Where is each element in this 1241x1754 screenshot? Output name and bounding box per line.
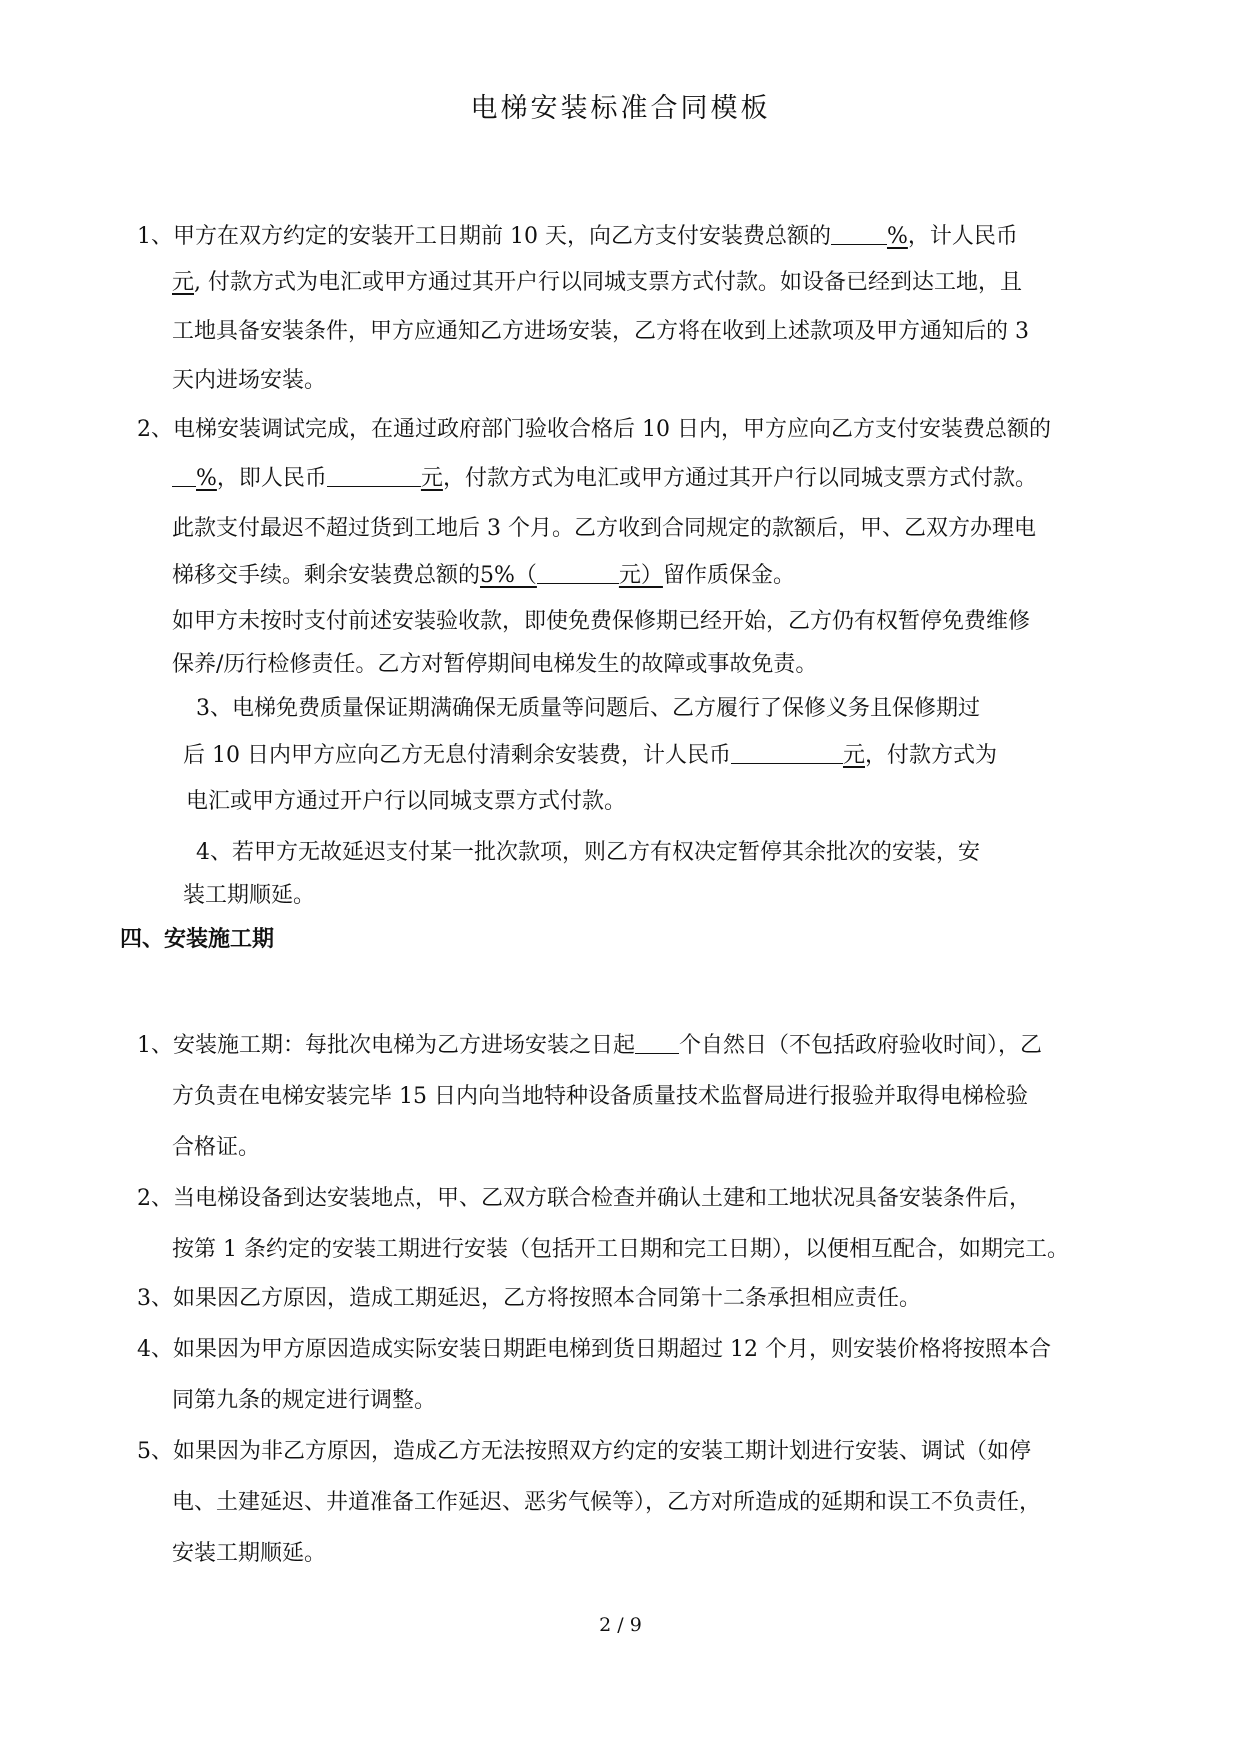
blank-field bbox=[172, 464, 196, 487]
clause-1-line-3: 工地具备安装条件，甲方应通知乙方进场安装，乙方将在收到上述款项及甲方通知后的 3 bbox=[172, 319, 1029, 344]
item-1-line-1: 1、安装施工期：每批次电梯为乙方进场安装之日起 个自然日（不包括政府验收时间），乙 bbox=[137, 1033, 1043, 1058]
item-5-line-3: 安装工期顺延。 bbox=[172, 1541, 327, 1566]
clause-1-line-4: 天内进场安装。 bbox=[172, 368, 327, 393]
blank-field bbox=[635, 1031, 679, 1054]
clause-3-line-2: 后 10 日内甲方应向乙方无息付清剩余安装费，计人民币 元，付款方式为 bbox=[183, 743, 998, 768]
clause-2-line-6: 保养/历行检修责任。乙方对暂停期间电梯发生的故障或事故免责。 bbox=[172, 652, 818, 677]
blank-field bbox=[537, 561, 619, 584]
item-1-line-2: 方负责在电梯安装完毕 15 日内向当地特种设备质量技术监督局进行报验并取得电梯检验 bbox=[172, 1084, 1028, 1109]
clause-3-line-1: 3、电梯免费质量保证期满确保无质量等问题后、乙方履行了保修义务且保修期过 bbox=[196, 696, 980, 721]
document-title: 电梯安装标准合同模板 bbox=[470, 93, 771, 124]
item-3-line-1: 3、如果因乙方原因，造成工期延迟，乙方将按照本合同第十二条承担相应责任。 bbox=[137, 1286, 921, 1311]
section-heading: 四、安装施工期 bbox=[120, 927, 275, 952]
clause-2-line-4: 梯移交手续。剩余安装费总额的5%（ 元）留作质保金。 bbox=[172, 563, 795, 588]
clause-2-line-5: 如甲方未按时支付前述安装验收款，即使免费保修期已经开始，乙方仍有权暂停免费维修 bbox=[172, 609, 1031, 634]
item-5-line-1: 5、如果因为非乙方原因，造成乙方无法按照双方约定的安装工期计划进行安装、调试（如停 bbox=[137, 1439, 1032, 1464]
item-2-line-1: 2、当电梯设备到达安装地点，甲、乙双方联合检查并确认土建和工地状况具备安装条件后， bbox=[137, 1186, 1032, 1211]
clause-4-line-1: 4、若甲方无故延迟支付某一批次款项，则乙方有权决定暂停其余批次的安装，安 bbox=[196, 840, 980, 865]
clause-2-line-2: %，即人民币 元，付款方式为电汇或甲方通过其开户行以同城支票方式付款。 bbox=[172, 464, 1037, 494]
blank-field bbox=[831, 222, 887, 245]
item-5-line-2: 电、土建延迟、井道准备工作延迟、恶劣气候等），乙方对所造成的延期和误工不负责任， bbox=[172, 1490, 1042, 1515]
item-2-line-2: 按第 1 条约定的安装工期进行安装（包括开工日期和完工日期），以便相互配合，如期完工。 bbox=[172, 1237, 1069, 1262]
clause-4-line-2: 装工期顺延。 bbox=[183, 883, 316, 908]
blank-field bbox=[327, 464, 421, 487]
page-number: 2 / 9 bbox=[599, 1614, 642, 1636]
blank-field bbox=[731, 741, 843, 764]
clause-1-line-2: 元, 付款方式为电汇或甲方通过其开户行以同城支票方式付款。如设备已经到达工地，且 bbox=[172, 270, 1023, 295]
item-1-line-3: 合格证。 bbox=[172, 1135, 261, 1160]
item-4-line-1: 4、如果因为甲方原因造成实际安装日期距电梯到货日期超过 12 个月，则安装价格将按照本合 bbox=[137, 1337, 1051, 1362]
clause-2-line-3: 此款支付最迟不超过货到工地后 3 个月。乙方收到合同规定的款额后，甲、乙双方办理电 bbox=[172, 516, 1036, 541]
clause-1-line-1: 1、甲方在双方约定的安装开工日期前 10 天，向乙方支付安装费总额的 %，计人民币 bbox=[137, 224, 1018, 249]
item-4-line-2: 同第九条的规定进行调整。 bbox=[172, 1388, 437, 1413]
clause-2-line-1: 2、电梯安装调试完成，在通过政府部门验收合格后 10 日内，甲方应向乙方支付安装费总额的 bbox=[137, 417, 1051, 442]
clause-3-line-3: 电汇或甲方通过开户行以同城支票方式付款。 bbox=[186, 789, 627, 814]
